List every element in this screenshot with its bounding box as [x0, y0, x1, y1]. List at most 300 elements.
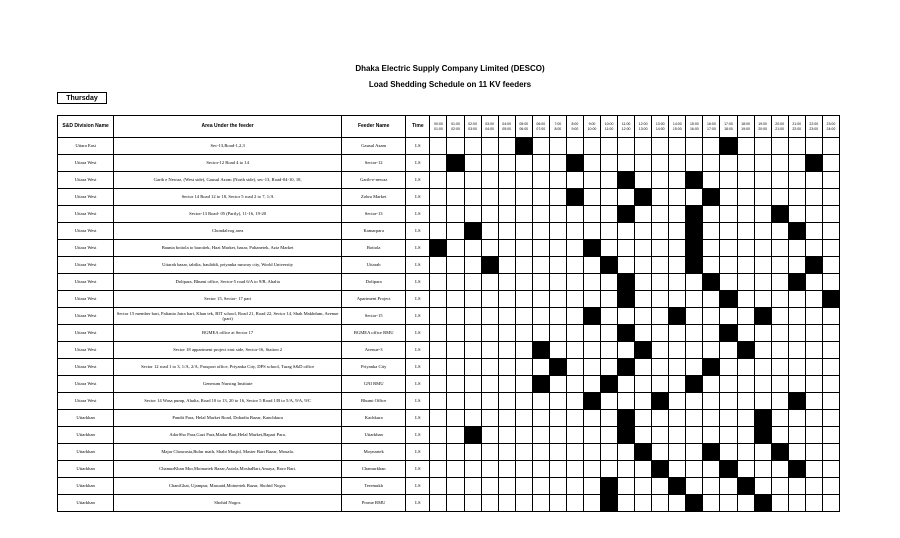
cell-area: Genesum Nursing Institute: [114, 376, 342, 393]
shedding-slot-off: [703, 427, 720, 444]
shedding-slot-off: [754, 172, 771, 189]
cell-feeder: Chamurkhan: [342, 461, 406, 478]
shedding-slot-off: [703, 325, 720, 342]
cell-time: LS: [406, 138, 430, 155]
shedding-slot-off: [652, 495, 669, 512]
cell-division: Uttara West: [58, 189, 114, 206]
shedding-slot-off: [481, 410, 498, 427]
shedding-slot-off: [447, 308, 464, 325]
shedding-slot-off: [549, 393, 566, 410]
time-slot-header: [447, 116, 464, 138]
shedding-slot-on: [549, 359, 566, 376]
shedding-slot-off: [635, 155, 652, 172]
slot-end: 11:00: [604, 126, 614, 131]
slot-end: 18:00: [724, 126, 733, 131]
cell-area: Chondalvog area: [114, 223, 342, 240]
shedding-slot-off: [822, 206, 839, 223]
shedding-slot-off: [805, 240, 822, 257]
shedding-slot-off: [515, 359, 532, 376]
cell-time: LS: [406, 410, 430, 427]
shedding-slot-off: [481, 461, 498, 478]
shedding-slot-off: [601, 172, 618, 189]
shedding-slot-off: [583, 257, 600, 274]
shedding-slot-off: [686, 342, 703, 359]
shedding-slot-off: [583, 172, 600, 189]
shedding-slot-off: [481, 189, 498, 206]
shedding-slot-off: [822, 461, 839, 478]
shedding-slot-off: [601, 240, 618, 257]
shedding-slot-off: [601, 223, 618, 240]
time-slot-header: [498, 116, 515, 138]
shedding-slot-off: [737, 495, 754, 512]
shedding-slot-off: [583, 223, 600, 240]
table-row: [58, 274, 840, 291]
shedding-slot-off: [652, 325, 669, 342]
shedding-slot-off: [669, 342, 686, 359]
shedding-slot-off: [771, 308, 788, 325]
shedding-slot-off: [618, 257, 635, 274]
slot-start: 22:00: [809, 121, 819, 126]
shedding-slot-off: [447, 291, 464, 308]
shedding-slot-off: [669, 325, 686, 342]
time-slot-header: [481, 116, 498, 138]
shedding-slot-off: [430, 223, 447, 240]
shedding-slot-off: [754, 478, 771, 495]
shedding-slot-off: [618, 478, 635, 495]
shedding-slot-off: [566, 274, 583, 291]
slot-end: 06:00: [519, 126, 529, 131]
table-row: [58, 138, 840, 155]
shedding-slot-off: [618, 495, 635, 512]
shedding-slot-off: [771, 427, 788, 444]
shedding-slot-off: [771, 393, 788, 410]
shedding-slot-off: [822, 325, 839, 342]
cell-feeder: Priyanka City: [342, 359, 406, 376]
shedding-slot-off: [686, 393, 703, 410]
cell-division: Uttara West: [58, 376, 114, 393]
cell-feeder: Uttarah: [342, 257, 406, 274]
shedding-slot-off: [447, 206, 464, 223]
cell-time: LS: [406, 189, 430, 206]
shedding-slot-off: [498, 376, 515, 393]
cell-feeder: Dolipara: [342, 274, 406, 291]
shedding-slot-off: [754, 189, 771, 206]
slot-end: 9:00: [571, 126, 579, 131]
shedding-slot-off: [635, 223, 652, 240]
shedding-slot-off: [549, 240, 566, 257]
slot-end: 12:00: [621, 126, 631, 131]
shedding-slot-on: [618, 206, 635, 223]
shedding-slot-off: [788, 359, 805, 376]
cell-feeder: Apartment Project: [342, 291, 406, 308]
shedding-slot-off: [566, 138, 583, 155]
shedding-slot-off: [549, 172, 566, 189]
shedding-slot-off: [498, 393, 515, 410]
slot-start: 18:00: [741, 121, 750, 126]
shedding-slot-off: [481, 291, 498, 308]
slot-end: 16:00: [689, 126, 699, 131]
shedding-slot-off: [601, 359, 618, 376]
shedding-slot-off: [618, 223, 635, 240]
shedding-slot-off: [532, 478, 549, 495]
shedding-slot-off: [703, 342, 720, 359]
slot-start: 16:00: [707, 121, 716, 126]
shedding-slot-off: [566, 410, 583, 427]
shedding-slot-on: [566, 189, 583, 206]
shedding-slot-off: [720, 444, 737, 461]
shedding-slot-off: [771, 495, 788, 512]
shedding-slot-off: [805, 461, 822, 478]
shedding-slot-off: [754, 376, 771, 393]
shedding-slot-off: [549, 461, 566, 478]
shedding-slot-off: [430, 325, 447, 342]
cell-time: LS: [406, 257, 430, 274]
shedding-slot-on: [515, 138, 532, 155]
shedding-slot-off: [720, 206, 737, 223]
shedding-slot-off: [447, 427, 464, 444]
shedding-slot-off: [566, 393, 583, 410]
shedding-slot-off: [805, 206, 822, 223]
shedding-slot-off: [464, 291, 481, 308]
shedding-slot-off: [430, 342, 447, 359]
shedding-slot-off: [771, 138, 788, 155]
cell-time: LS: [406, 206, 430, 223]
shedding-slot-off: [788, 376, 805, 393]
shedding-slot-off: [703, 172, 720, 189]
shedding-slot-off: [822, 240, 839, 257]
shedding-slot-off: [652, 359, 669, 376]
time-slot-header: [464, 116, 481, 138]
shedding-slot-off: [720, 410, 737, 427]
shedding-slot-off: [549, 257, 566, 274]
table-row: [58, 155, 840, 172]
shedding-slot-off: [720, 155, 737, 172]
cell-time: LS: [406, 376, 430, 393]
shedding-slot-off: [481, 172, 498, 189]
shedding-slot-off: [618, 444, 635, 461]
cell-division: Uttarkhan: [58, 444, 114, 461]
shedding-slot-off: [720, 495, 737, 512]
shedding-slot-on: [686, 206, 703, 223]
shedding-slot-off: [498, 410, 515, 427]
shedding-slot-off: [430, 189, 447, 206]
shedding-slot-off: [788, 495, 805, 512]
shedding-slot-off: [515, 410, 532, 427]
shedding-slot-off: [771, 291, 788, 308]
shedding-slot-off: [515, 274, 532, 291]
shedding-slot-off: [720, 427, 737, 444]
cell-area: Dolipara, Bhumi office, Sector-5 road 6/A to 9/B, Ahalia: [114, 274, 342, 291]
shedding-slot-on: [464, 223, 481, 240]
shedding-slot-off: [822, 155, 839, 172]
shedding-slot-off: [771, 461, 788, 478]
shedding-slot-off: [720, 359, 737, 376]
shedding-slot-off: [754, 325, 771, 342]
time-slot-header: [737, 116, 754, 138]
shedding-slot-off: [532, 257, 549, 274]
shedding-slot-off: [447, 172, 464, 189]
shedding-slot-off: [515, 257, 532, 274]
shedding-slot-off: [498, 495, 515, 512]
shedding-slot-off: [805, 427, 822, 444]
shedding-slot-off: [703, 410, 720, 427]
shedding-slot-off: [669, 461, 686, 478]
shedding-slot-off: [737, 138, 754, 155]
shedding-slot-off: [788, 189, 805, 206]
shedding-slot-off: [754, 240, 771, 257]
shedding-slot-on: [805, 155, 822, 172]
shedding-slot-off: [686, 308, 703, 325]
shedding-slot-off: [788, 206, 805, 223]
shedding-slot-off: [737, 376, 754, 393]
shedding-slot-off: [549, 342, 566, 359]
cell-time: LS: [406, 427, 430, 444]
shedding-slot-off: [532, 495, 549, 512]
table-row: [58, 495, 840, 512]
shedding-slot-off: [652, 274, 669, 291]
time-slot-header: [822, 116, 839, 138]
shedding-slot-off: [669, 172, 686, 189]
shedding-slot-off: [549, 427, 566, 444]
company-title: Dhaka Electric Supply Company Limited (DESCO): [355, 64, 545, 73]
shedding-slot-off: [669, 138, 686, 155]
shedding-slot-on: [805, 257, 822, 274]
shedding-slot-off: [669, 359, 686, 376]
shedding-slot-off: [447, 240, 464, 257]
shedding-slot-off: [805, 359, 822, 376]
cell-division: Uttara West: [58, 206, 114, 223]
shedding-slot-off: [788, 325, 805, 342]
shedding-slot-off: [652, 223, 669, 240]
shedding-slot-off: [566, 257, 583, 274]
slot-end: 04:00: [485, 126, 494, 131]
shedding-slot-off: [703, 240, 720, 257]
shedding-slot-on: [720, 138, 737, 155]
cell-division: Uttara West: [58, 359, 114, 376]
shedding-slot-off: [515, 427, 532, 444]
table-row: [58, 393, 840, 410]
slot-end: 22:00: [792, 126, 802, 131]
table-row: [58, 478, 840, 495]
shedding-slot-off: [430, 376, 447, 393]
shedding-slot-off: [498, 427, 515, 444]
shedding-slot-off: [822, 427, 839, 444]
shedding-slot-off: [601, 461, 618, 478]
shedding-slot-off: [583, 155, 600, 172]
time-slot-header: [771, 116, 788, 138]
shedding-slot-off: [464, 444, 481, 461]
shedding-slot-off: [566, 206, 583, 223]
shedding-slot-off: [549, 308, 566, 325]
shedding-slot-off: [601, 291, 618, 308]
schedule-table: [57, 115, 840, 512]
shedding-slot-off: [720, 342, 737, 359]
shedding-slot-on: [583, 240, 600, 257]
shedding-slot-on: [669, 308, 686, 325]
shedding-slot-off: [686, 138, 703, 155]
shedding-slot-off: [464, 376, 481, 393]
shedding-slot-off: [703, 495, 720, 512]
shedding-slot-off: [754, 223, 771, 240]
shedding-slot-off: [754, 206, 771, 223]
shedding-slot-on: [737, 478, 754, 495]
cell-feeder: Garib-e-newaz: [342, 172, 406, 189]
shedding-slot-on: [720, 461, 737, 478]
time-slot-header: [686, 116, 703, 138]
slot-end: 8:00: [554, 126, 562, 131]
shedding-slot-off: [464, 240, 481, 257]
shedding-slot-off: [669, 427, 686, 444]
shedding-slot-off: [430, 495, 447, 512]
shedding-slot-on: [686, 223, 703, 240]
shedding-slot-on: [566, 155, 583, 172]
shedding-slot-off: [720, 240, 737, 257]
slot-start: 8:00: [571, 121, 579, 126]
shedding-slot-off: [583, 189, 600, 206]
shedding-slot-off: [618, 189, 635, 206]
slot-end: 21:00: [775, 126, 785, 131]
shedding-slot-off: [771, 359, 788, 376]
shedding-slot-off: [447, 274, 464, 291]
cell-time: LS: [406, 223, 430, 240]
shedding-slot-off: [430, 461, 447, 478]
shedding-slot-off: [566, 308, 583, 325]
cell-feeder: Teremukh: [342, 478, 406, 495]
shedding-slot-off: [515, 223, 532, 240]
shedding-slot-off: [515, 291, 532, 308]
shedding-slot-off: [686, 189, 703, 206]
table-row: [58, 325, 840, 342]
shedding-slot-off: [703, 291, 720, 308]
shedding-slot-off: [464, 359, 481, 376]
shedding-slot-off: [805, 393, 822, 410]
cell-division: Uttarkhan: [58, 478, 114, 495]
shedding-slot-off: [583, 444, 600, 461]
shedding-slot-off: [515, 393, 532, 410]
shedding-slot-on: [686, 495, 703, 512]
time-slot-header: [805, 116, 822, 138]
shedding-slot-off: [464, 257, 481, 274]
cell-area: Uttarah bazar, tabilia, bauliddi, priyanka runway city, World University: [114, 257, 342, 274]
cell-time: LS: [406, 393, 430, 410]
slot-start: 10:00: [604, 121, 614, 126]
slot-start: 01:00: [451, 121, 460, 126]
shedding-slot-off: [515, 206, 532, 223]
shedding-slot-off: [430, 478, 447, 495]
time-slot-header: [669, 116, 686, 138]
cell-time: LS: [406, 342, 430, 359]
shedding-slot-off: [481, 444, 498, 461]
shedding-slot-off: [635, 478, 652, 495]
shedding-slot-off: [720, 478, 737, 495]
cell-area: AdorSho Para,Gazi Para,Madar Bari,Helal Market,Bapari Para.: [114, 427, 342, 444]
time-slot-header: [549, 116, 566, 138]
shedding-slot-off: [481, 325, 498, 342]
shedding-slot-off: [532, 138, 549, 155]
shedding-slot-on: [737, 342, 754, 359]
shedding-slot-on: [720, 291, 737, 308]
shedding-slot-off: [430, 172, 447, 189]
shedding-slot-off: [754, 291, 771, 308]
shedding-slot-off: [635, 325, 652, 342]
shedding-slot-off: [583, 478, 600, 495]
slot-end: 24:00: [826, 126, 836, 131]
shedding-slot-off: [515, 376, 532, 393]
shedding-slot-off: [805, 444, 822, 461]
slot-start: 02:00: [468, 121, 477, 126]
header-division: S&D Division Name: [58, 116, 114, 138]
shedding-slot-off: [532, 410, 549, 427]
shedding-slot-on: [618, 274, 635, 291]
shedding-slot-on: [788, 223, 805, 240]
cell-feeder: Sector-15: [342, 308, 406, 325]
table-row: [58, 257, 840, 274]
shedding-slot-off: [464, 410, 481, 427]
shedding-slot-off: [601, 138, 618, 155]
shedding-slot-off: [447, 359, 464, 376]
table-row: [58, 359, 840, 376]
shedding-slot-off: [430, 393, 447, 410]
shedding-slot-off: [652, 444, 669, 461]
shedding-slot-on: [618, 427, 635, 444]
cell-area: Pandit Para, Helal Market Road, Dobadia Bazar, Kanchkura: [114, 410, 342, 427]
shedding-slot-on: [601, 257, 618, 274]
shedding-slot-off: [464, 206, 481, 223]
cell-division: Uttara East: [58, 138, 114, 155]
cell-feeder: Bhumi Office: [342, 393, 406, 410]
shedding-slot-off: [805, 376, 822, 393]
shedding-slot-off: [686, 478, 703, 495]
shedding-slot-off: [481, 274, 498, 291]
shedding-slot-off: [822, 495, 839, 512]
shedding-slot-off: [805, 478, 822, 495]
shedding-slot-on: [601, 478, 618, 495]
shedding-slot-off: [635, 257, 652, 274]
shedding-slot-off: [686, 155, 703, 172]
cell-area: ChamurKhan Mor,Moinartek Bazar,Autola,MoshaBari,Amaya, Boro Bari.: [114, 461, 342, 478]
shedding-slot-off: [788, 308, 805, 325]
time-slot-header: [703, 116, 720, 138]
shedding-slot-off: [464, 393, 481, 410]
shedding-slot-off: [515, 172, 532, 189]
shedding-slot-off: [635, 240, 652, 257]
shedding-slot-off: [788, 410, 805, 427]
shedding-slot-on: [635, 444, 652, 461]
shedding-slot-off: [703, 138, 720, 155]
shedding-slot-off: [618, 461, 635, 478]
shedding-slot-off: [635, 172, 652, 189]
slot-end: 10:00: [587, 126, 597, 131]
shedding-slot-off: [515, 461, 532, 478]
table-row: [58, 223, 840, 240]
shedding-slot-off: [635, 291, 652, 308]
shedding-slot-off: [532, 444, 549, 461]
shedding-slot-on: [635, 342, 652, 359]
shedding-slot-off: [788, 155, 805, 172]
shedding-slot-off: [618, 240, 635, 257]
cell-feeder: BGMEA office RMU: [342, 325, 406, 342]
slot-start: 17:00: [724, 121, 733, 126]
shedding-slot-off: [669, 223, 686, 240]
shedding-slot-off: [481, 155, 498, 172]
shedding-slot-off: [737, 410, 754, 427]
shedding-slot-off: [515, 325, 532, 342]
cell-time: LS: [406, 308, 430, 325]
shedding-slot-off: [805, 138, 822, 155]
shedding-slot-off: [669, 444, 686, 461]
slot-end: 19:00: [741, 126, 750, 131]
shedding-slot-off: [549, 223, 566, 240]
